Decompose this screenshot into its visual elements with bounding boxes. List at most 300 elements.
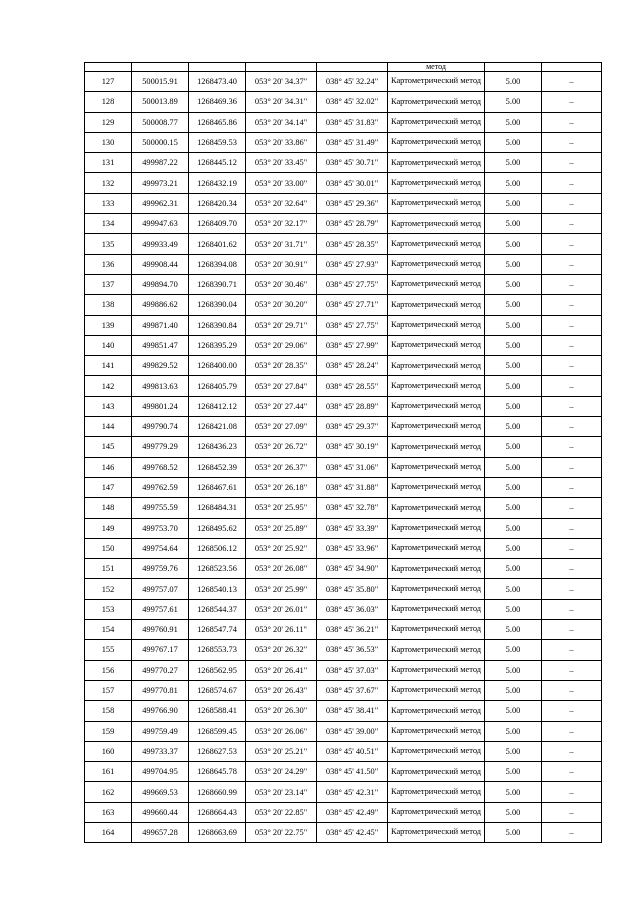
cell-method: Картометрический метод	[388, 579, 485, 599]
table-row	[85, 315, 602, 335]
cell-note: –	[542, 477, 602, 497]
cell-coord-x: 499770.81	[132, 680, 189, 700]
cell-longitude: 038° 45' 29.36"	[317, 193, 388, 213]
cell-coord-x: 499779.29	[132, 437, 189, 457]
cell-accuracy: 5.00	[485, 762, 542, 782]
cell-method: Картометрический метод	[388, 498, 485, 518]
cell-note: –	[542, 559, 602, 579]
cell-point-number: 139	[85, 315, 132, 335]
cell-accuracy: 5.00	[485, 680, 542, 700]
table-row	[85, 153, 602, 173]
table-row	[85, 721, 602, 741]
cell-coord-x: 499733.37	[132, 741, 189, 761]
cell-point-number: 148	[85, 498, 132, 518]
table-row	[85, 437, 602, 457]
cell-latitude: 053° 20' 32.64"	[246, 193, 317, 213]
table-row	[85, 132, 602, 152]
cell-note: –	[542, 193, 602, 213]
cell-latitude: 053° 20' 34.31"	[246, 92, 317, 112]
cell-coord-y: 1268432.19	[189, 173, 246, 193]
cell-accuracy: 5.00	[485, 376, 542, 396]
cell-coord-y: 1268412.12	[189, 396, 246, 416]
cell-coord-y: 1268401.62	[189, 234, 246, 254]
cell-note: –	[542, 396, 602, 416]
cell-longitude: 038° 45' 28.79"	[317, 214, 388, 234]
cell-coord-y: 1268574.67	[189, 680, 246, 700]
cell-coord-y: 1268436.23	[189, 437, 246, 457]
cell-method: Картометрический метод	[388, 477, 485, 497]
cell-coord-x: 500000.15	[132, 132, 189, 152]
cell-longitude: 038° 45' 30.71"	[317, 153, 388, 173]
cell-latitude: 053° 20' 30.46"	[246, 274, 317, 294]
cell-accuracy: 5.00	[485, 214, 542, 234]
cell-point-number: 153	[85, 599, 132, 619]
cell-coord-x: 499759.49	[132, 721, 189, 741]
cell-accuracy: 5.00	[485, 92, 542, 112]
cell-point-number: 161	[85, 762, 132, 782]
cell-coord-x: 499757.07	[132, 579, 189, 599]
cell-latitude: 053° 20' 30.20"	[246, 295, 317, 315]
table-row	[85, 335, 602, 355]
cell-coord-y: 1268465.86	[189, 112, 246, 132]
cell-longitude: 038° 45' 37.03"	[317, 660, 388, 680]
cell-accuracy: 5.00	[485, 477, 542, 497]
cell-coord-x: 499754.64	[132, 538, 189, 558]
cell-latitude: 053° 20' 22.75"	[246, 822, 317, 842]
cell-note: –	[542, 437, 602, 457]
table-row	[85, 741, 602, 761]
table-row	[85, 274, 602, 294]
coordinates-table-body	[85, 63, 602, 843]
cell-longitude: 038° 45' 31.88"	[317, 477, 388, 497]
cell-point-number: 129	[85, 112, 132, 132]
cell-note: –	[542, 153, 602, 173]
table-row	[85, 822, 602, 842]
cell-coord-y: 1268544.37	[189, 599, 246, 619]
cell-coord-x: 499770.27	[132, 660, 189, 680]
cell-note: –	[542, 457, 602, 477]
cell-method: Картометрический метод	[388, 315, 485, 335]
cell-coord-x: 500008.77	[132, 112, 189, 132]
cell-accuracy: 5.00	[485, 396, 542, 416]
cell-accuracy: 5.00	[485, 559, 542, 579]
cell-method: Картометрический метод	[388, 193, 485, 213]
cell-longitude: 038° 45' 37.67"	[317, 680, 388, 700]
table-row	[85, 92, 602, 112]
table-row	[85, 457, 602, 477]
table-row	[85, 620, 602, 640]
cell-note: –	[542, 92, 602, 112]
cell-longitude: 038° 45' 32.24"	[317, 72, 388, 92]
cell-latitude: 053° 20' 31.71"	[246, 234, 317, 254]
cell-latitude: 053° 20' 33.86"	[246, 132, 317, 152]
table-cell	[246, 63, 317, 72]
cell-note: –	[542, 112, 602, 132]
cell-point-number: 151	[85, 559, 132, 579]
cell-latitude: 053° 20' 33.00"	[246, 173, 317, 193]
cell-longitude: 038° 45' 35.80"	[317, 579, 388, 599]
cell-coord-y: 1268664.43	[189, 802, 246, 822]
cell-latitude: 053° 20' 26.41"	[246, 660, 317, 680]
cell-method: Картометрический метод	[388, 620, 485, 640]
cell-coord-x: 499801.24	[132, 396, 189, 416]
cell-point-number: 138	[85, 295, 132, 315]
cell-note: –	[542, 234, 602, 254]
cell-coord-x: 499813.63	[132, 376, 189, 396]
cell-accuracy: 5.00	[485, 417, 542, 437]
cell-coord-x: 499760.91	[132, 620, 189, 640]
cell-coord-y: 1268663.69	[189, 822, 246, 842]
cell-accuracy: 5.00	[485, 457, 542, 477]
cell-coord-y: 1268405.79	[189, 376, 246, 396]
cell-accuracy: 5.00	[485, 437, 542, 457]
cell-accuracy: 5.00	[485, 274, 542, 294]
table-row	[85, 234, 602, 254]
cell-longitude: 038° 45' 27.75"	[317, 315, 388, 335]
cell-method: Картометрический метод	[388, 437, 485, 457]
table-row	[85, 762, 602, 782]
cell-note: –	[542, 660, 602, 680]
cell-accuracy: 5.00	[485, 538, 542, 558]
cell-note: –	[542, 498, 602, 518]
cell-latitude: 053° 20' 25.99"	[246, 579, 317, 599]
cell-note: –	[542, 274, 602, 294]
cell-point-number: 155	[85, 640, 132, 660]
cell-longitude: 038° 45' 36.21"	[317, 620, 388, 640]
cell-coord-x: 499762.59	[132, 477, 189, 497]
cell-longitude: 038° 45' 28.89"	[317, 396, 388, 416]
cell-point-number: 152	[85, 579, 132, 599]
cell-accuracy: 5.00	[485, 741, 542, 761]
cell-method: Картометрический метод	[388, 376, 485, 396]
cell-latitude: 053° 20' 24.29"	[246, 762, 317, 782]
table-row	[85, 579, 602, 599]
cell-note: –	[542, 315, 602, 335]
table-cell	[542, 63, 602, 72]
cell-coord-x: 499660.44	[132, 802, 189, 822]
table-row	[85, 417, 602, 437]
cell-latitude: 053° 20' 25.92"	[246, 538, 317, 558]
cell-coord-x: 499759.76	[132, 559, 189, 579]
table-row	[85, 538, 602, 558]
table-row	[85, 356, 602, 376]
cell-latitude: 053° 20' 26.32"	[246, 640, 317, 660]
cell-note: –	[542, 782, 602, 802]
cell-coord-x: 499987.22	[132, 153, 189, 173]
cell-coord-x: 499768.52	[132, 457, 189, 477]
cell-latitude: 053° 20' 27.84"	[246, 376, 317, 396]
cell-longitude: 038° 45' 27.75"	[317, 274, 388, 294]
cell-method: Картометрический метод	[388, 417, 485, 437]
cell-note: –	[542, 214, 602, 234]
cell-coord-x: 499886.62	[132, 295, 189, 315]
cell-coord-x: 499704.95	[132, 762, 189, 782]
cell-method: Картометрический метод	[388, 234, 485, 254]
cell-coord-y: 1268469.36	[189, 92, 246, 112]
cell-longitude: 038° 45' 42.49"	[317, 802, 388, 822]
cell-latitude: 053° 20' 26.43"	[246, 680, 317, 700]
table-row	[85, 599, 602, 619]
cell-longitude: 038° 45' 31.49"	[317, 132, 388, 152]
table-row	[85, 295, 602, 315]
cell-longitude: 038° 45' 42.45"	[317, 822, 388, 842]
cell-method: Картометрический метод	[388, 356, 485, 376]
cell-longitude: 038° 45' 28.35"	[317, 234, 388, 254]
cell-point-number: 154	[85, 620, 132, 640]
table-cell	[317, 63, 388, 72]
cell-latitude: 053° 20' 33.45"	[246, 153, 317, 173]
cell-point-number: 164	[85, 822, 132, 842]
cell-method: Картометрический метод	[388, 335, 485, 355]
cell-latitude: 053° 20' 28.35"	[246, 356, 317, 376]
table-row	[85, 701, 602, 721]
table-row	[85, 193, 602, 213]
cell-accuracy: 5.00	[485, 660, 542, 680]
table-row	[85, 559, 602, 579]
cell-point-number: 131	[85, 153, 132, 173]
cell-accuracy: 5.00	[485, 599, 542, 619]
cell-point-number: 146	[85, 457, 132, 477]
cell-longitude: 038° 45' 40.51"	[317, 741, 388, 761]
cell-coord-x: 499657.28	[132, 822, 189, 842]
table-row	[85, 376, 602, 396]
cell-point-number: 137	[85, 274, 132, 294]
cell-accuracy: 5.00	[485, 356, 542, 376]
cell-longitude: 038° 45' 28.55"	[317, 376, 388, 396]
cell-longitude: 038° 45' 41.50"	[317, 762, 388, 782]
cell-method: Картометрический метод	[388, 701, 485, 721]
cell-accuracy: 5.00	[485, 498, 542, 518]
table-row-continued	[85, 63, 602, 72]
table-cell-method: метод	[388, 63, 485, 72]
cell-point-number: 130	[85, 132, 132, 152]
cell-method: Картометрический метод	[388, 680, 485, 700]
cell-coord-x: 500013.89	[132, 92, 189, 112]
cell-method: Картометрический метод	[388, 396, 485, 416]
cell-latitude: 053° 20' 26.11"	[246, 620, 317, 640]
cell-point-number: 143	[85, 396, 132, 416]
cell-note: –	[542, 640, 602, 660]
cell-longitude: 038° 45' 36.03"	[317, 599, 388, 619]
cell-coord-y: 1268394.08	[189, 254, 246, 274]
cell-coord-y: 1268473.40	[189, 72, 246, 92]
cell-method: Картометрический метод	[388, 295, 485, 315]
cell-accuracy: 5.00	[485, 335, 542, 355]
cell-point-number: 149	[85, 518, 132, 538]
cell-note: –	[542, 356, 602, 376]
cell-point-number: 150	[85, 538, 132, 558]
table-row	[85, 518, 602, 538]
cell-coord-x: 499851.47	[132, 335, 189, 355]
cell-accuracy: 5.00	[485, 782, 542, 802]
cell-method: Картометрический метод	[388, 660, 485, 680]
cell-note: –	[542, 741, 602, 761]
cell-accuracy: 5.00	[485, 701, 542, 721]
cell-point-number: 144	[85, 417, 132, 437]
table-row	[85, 680, 602, 700]
cell-longitude: 038° 45' 33.96"	[317, 538, 388, 558]
cell-longitude: 038° 45' 27.99"	[317, 335, 388, 355]
table-row	[85, 254, 602, 274]
table-row	[85, 640, 602, 660]
cell-accuracy: 5.00	[485, 132, 542, 152]
cell-note: –	[542, 822, 602, 842]
cell-coord-y: 1268645.78	[189, 762, 246, 782]
cell-coord-x: 499766.90	[132, 701, 189, 721]
table-row	[85, 498, 602, 518]
cell-point-number: 135	[85, 234, 132, 254]
cell-coord-x: 499669.53	[132, 782, 189, 802]
cell-accuracy: 5.00	[485, 721, 542, 741]
cell-note: –	[542, 620, 602, 640]
cell-latitude: 053° 20' 25.89"	[246, 518, 317, 538]
cell-latitude: 053° 20' 23.14"	[246, 782, 317, 802]
cell-method: Картометрический метод	[388, 518, 485, 538]
cell-longitude: 038° 45' 31.06"	[317, 457, 388, 477]
cell-method: Картометрический метод	[388, 132, 485, 152]
cell-latitude: 053° 20' 25.95"	[246, 498, 317, 518]
cell-longitude: 038° 45' 32.78"	[317, 498, 388, 518]
cell-coord-y: 1268562.95	[189, 660, 246, 680]
cell-longitude: 038° 45' 28.24"	[317, 356, 388, 376]
cell-coord-y: 1268523.56	[189, 559, 246, 579]
cell-point-number: 141	[85, 356, 132, 376]
cell-note: –	[542, 701, 602, 721]
table-row	[85, 802, 602, 822]
table-row	[85, 477, 602, 497]
cell-accuracy: 5.00	[485, 193, 542, 213]
cell-latitude: 053° 20' 34.14"	[246, 112, 317, 132]
cell-latitude: 053° 20' 29.71"	[246, 315, 317, 335]
cell-method: Картометрический метод	[388, 457, 485, 477]
cell-note: –	[542, 376, 602, 396]
cell-accuracy: 5.00	[485, 254, 542, 274]
cell-point-number: 158	[85, 701, 132, 721]
cell-method: Картометрический метод	[388, 782, 485, 802]
cell-method: Картометрический метод	[388, 92, 485, 112]
cell-latitude: 053° 20' 29.06"	[246, 335, 317, 355]
cell-coord-x: 499908.44	[132, 254, 189, 274]
cell-method: Картометрический метод	[388, 599, 485, 619]
cell-accuracy: 5.00	[485, 295, 542, 315]
cell-coord-y: 1268390.71	[189, 274, 246, 294]
cell-note: –	[542, 417, 602, 437]
cell-coord-x: 499973.21	[132, 173, 189, 193]
table-row	[85, 660, 602, 680]
cell-point-number: 159	[85, 721, 132, 741]
cell-method: Картометрический метод	[388, 762, 485, 782]
table-row	[85, 396, 602, 416]
table-row	[85, 112, 602, 132]
cell-longitude: 038° 45' 42.31"	[317, 782, 388, 802]
cell-method: Картометрический метод	[388, 274, 485, 294]
cell-latitude: 053° 20' 26.18"	[246, 477, 317, 497]
cell-point-number: 142	[85, 376, 132, 396]
cell-coord-y: 1268484.31	[189, 498, 246, 518]
cell-longitude: 038° 45' 27.93"	[317, 254, 388, 274]
cell-accuracy: 5.00	[485, 579, 542, 599]
cell-longitude: 038° 45' 33.39"	[317, 518, 388, 538]
cell-longitude: 038° 45' 36.53"	[317, 640, 388, 660]
cell-point-number: 163	[85, 802, 132, 822]
cell-coord-y: 1268390.04	[189, 295, 246, 315]
cell-method: Картометрический метод	[388, 640, 485, 660]
cell-accuracy: 5.00	[485, 153, 542, 173]
cell-accuracy: 5.00	[485, 112, 542, 132]
cell-longitude: 038° 45' 32.02"	[317, 92, 388, 112]
cell-method: Картометрический метод	[388, 72, 485, 92]
cell-note: –	[542, 518, 602, 538]
cell-note: –	[542, 762, 602, 782]
cell-latitude: 053° 20' 26.30"	[246, 701, 317, 721]
cell-coord-x: 499894.70	[132, 274, 189, 294]
cell-method: Картометрический метод	[388, 741, 485, 761]
cell-coord-x: 499757.61	[132, 599, 189, 619]
cell-coord-y: 1268588.41	[189, 701, 246, 721]
cell-coord-y: 1268627.53	[189, 741, 246, 761]
cell-latitude: 053° 20' 26.37"	[246, 457, 317, 477]
cell-accuracy: 5.00	[485, 315, 542, 335]
cell-coord-x: 499829.52	[132, 356, 189, 376]
cell-latitude: 053° 20' 25.21"	[246, 741, 317, 761]
cell-note: –	[542, 295, 602, 315]
cell-latitude: 053° 20' 26.01"	[246, 599, 317, 619]
cell-point-number: 136	[85, 254, 132, 274]
cell-note: –	[542, 680, 602, 700]
cell-longitude: 038° 45' 38.41"	[317, 701, 388, 721]
cell-accuracy: 5.00	[485, 620, 542, 640]
cell-point-number: 157	[85, 680, 132, 700]
cell-point-number: 133	[85, 193, 132, 213]
cell-coord-y: 1268452.39	[189, 457, 246, 477]
cell-coord-y: 1268390.84	[189, 315, 246, 335]
cell-coord-y: 1268459.53	[189, 132, 246, 152]
cell-coord-x: 499962.31	[132, 193, 189, 213]
cell-method: Картометрический метод	[388, 254, 485, 274]
cell-coord-y: 1268540.13	[189, 579, 246, 599]
cell-point-number: 156	[85, 660, 132, 680]
cell-coord-x: 499947.63	[132, 214, 189, 234]
cell-note: –	[542, 538, 602, 558]
cell-point-number: 132	[85, 173, 132, 193]
cell-method: Картометрический метод	[388, 559, 485, 579]
cell-longitude: 038° 45' 27.71"	[317, 295, 388, 315]
table-row	[85, 782, 602, 802]
cell-accuracy: 5.00	[485, 518, 542, 538]
cell-latitude: 053° 20' 26.08"	[246, 559, 317, 579]
table-cell	[189, 63, 246, 72]
cell-coord-y: 1268660.99	[189, 782, 246, 802]
cell-method: Картометрический метод	[388, 112, 485, 132]
cell-method: Картометрический метод	[388, 721, 485, 741]
cell-latitude: 053° 20' 27.44"	[246, 396, 317, 416]
cell-method: Картометрический метод	[388, 538, 485, 558]
cell-latitude: 053° 20' 26.72"	[246, 437, 317, 457]
cell-point-number: 145	[85, 437, 132, 457]
cell-coord-y: 1268420.34	[189, 193, 246, 213]
cell-coord-x: 499790.74	[132, 417, 189, 437]
cell-coord-x: 499767.17	[132, 640, 189, 660]
cell-note: –	[542, 132, 602, 152]
cell-coord-y: 1268599.45	[189, 721, 246, 741]
cell-latitude: 053° 20' 32.17"	[246, 214, 317, 234]
cell-note: –	[542, 599, 602, 619]
cell-longitude: 038° 45' 29.37"	[317, 417, 388, 437]
cell-method: Картометрический метод	[388, 802, 485, 822]
cell-method: Картометрический метод	[388, 153, 485, 173]
cell-latitude: 053° 20' 34.37"	[246, 72, 317, 92]
cell-method: Картометрический метод	[388, 173, 485, 193]
